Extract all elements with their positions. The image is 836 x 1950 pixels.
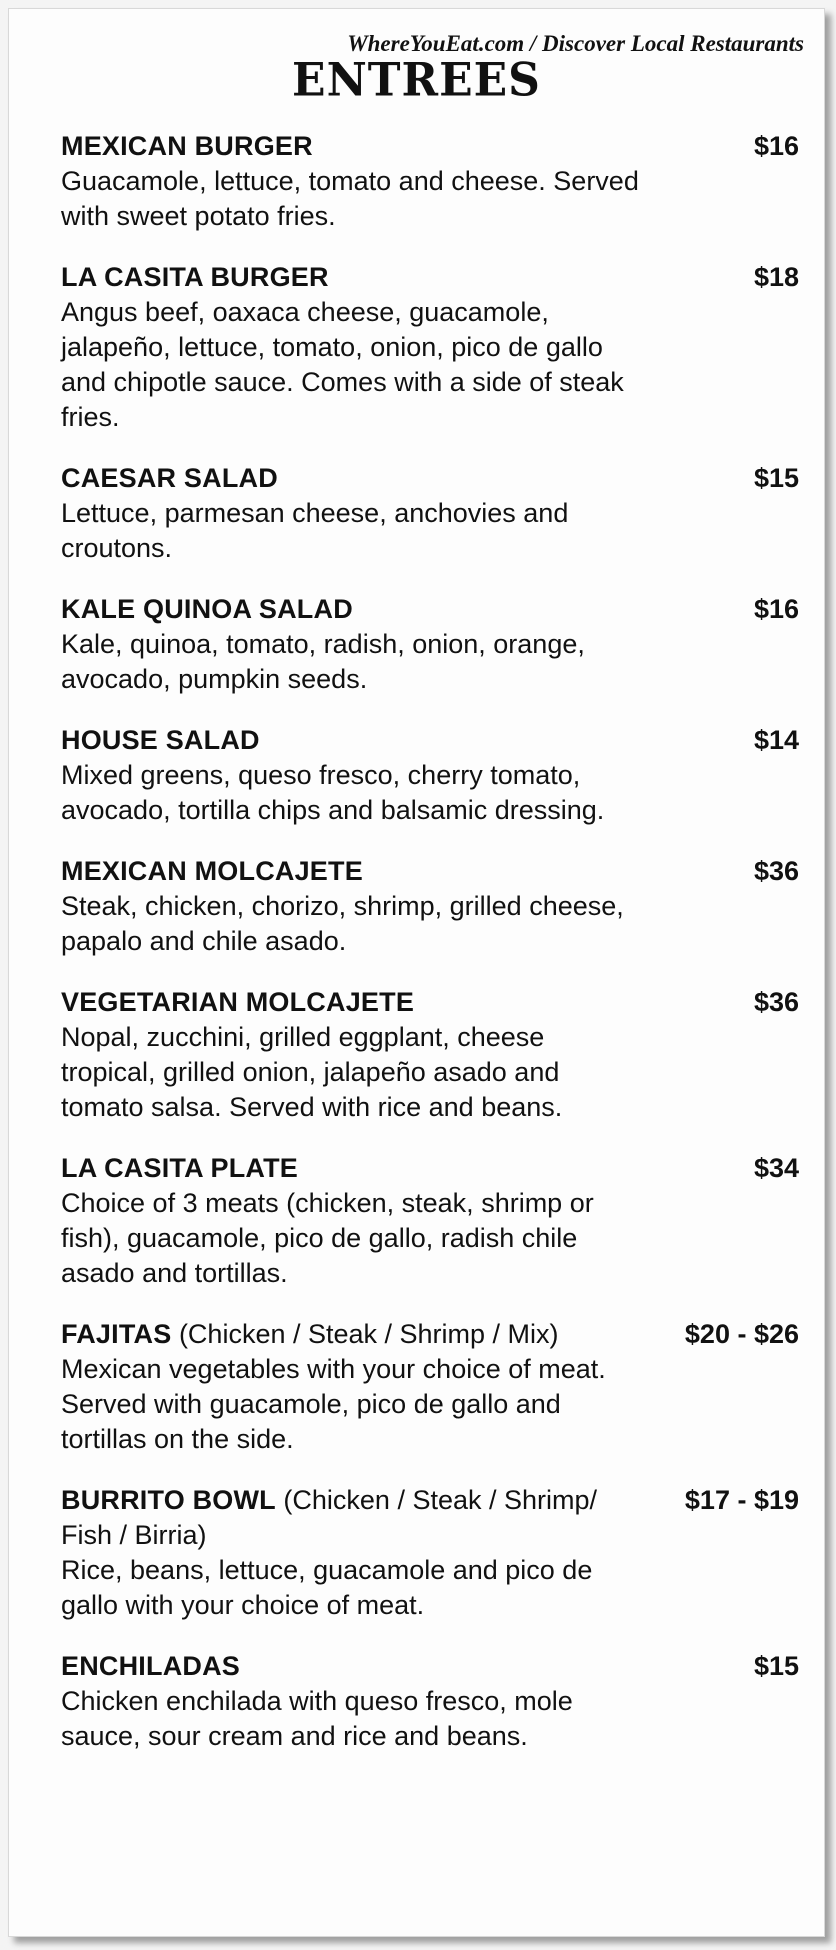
- menu-item-burrito-bowl: [61, 1483, 799, 1623]
- item-price: $36: [753, 856, 799, 886]
- item-price: $16: [753, 594, 799, 624]
- item-price: $18: [753, 262, 799, 292]
- item-name: HOUSE SALAD: [61, 725, 260, 755]
- item-price: $15: [753, 463, 799, 493]
- item-name: MEXICAN BURGER: [61, 131, 313, 161]
- menu-item-mexican-molcajete: [61, 854, 799, 959]
- item-price: $34: [753, 1153, 799, 1183]
- item-name: LA CASITA BURGER: [61, 262, 329, 292]
- item-description: Choice of 3 meats (chicken, steak, shrimp or fish), guacamole, pico de gallo, radish chile asado and tortillas.: [61, 1188, 594, 1288]
- item-description: Angus beef, oaxaca cheese, guacamole, jalapeño, lettuce, tomato, onion, pico de gallo and chipotle sauce. Comes with a side of steak fries.: [61, 297, 624, 432]
- item-description: Steak, chicken, chorizo, shrimp, grilled cheese, papalo and chile asado.: [61, 891, 624, 956]
- item-name: CAESAR SALAD: [61, 463, 278, 493]
- menu-item-la-casita-burger: [61, 260, 799, 435]
- item-description: Rice, beans, lettuce, guacamole and pico de gallo with your choice of meat.: [61, 1555, 593, 1620]
- item-variant: (Chicken / Steak / Shrimp/ Fish / Birria): [61, 1485, 598, 1550]
- item-price: $16: [753, 131, 799, 161]
- item-price: $20 - $26: [684, 1319, 799, 1349]
- menu-item-enchiladas: [61, 1649, 799, 1754]
- menu-item-vegetarian-molcajete: [61, 985, 799, 1125]
- menu-list: [61, 129, 799, 1780]
- item-description: Chicken enchilada with queso fresco, mole sauce, sour cream and rice and beans.: [61, 1686, 573, 1751]
- item-description: Mexican vegetables with your choice of meat. Served with guacamole, pico de gallo and tortillas on the side.: [61, 1354, 606, 1454]
- item-name: FAJITAS: [61, 1319, 172, 1349]
- menu-item-fajitas: [61, 1317, 799, 1457]
- item-description: Lettuce, parmesan cheese, anchovies and croutons.: [61, 498, 569, 563]
- item-description: Guacamole, lettuce, tomato and cheese. Served with sweet potato fries.: [61, 166, 639, 231]
- section-title: ENTREES: [292, 53, 541, 108]
- item-name: VEGETARIAN MOLCAJETE: [61, 987, 415, 1017]
- item-name: LA CASITA PLATE: [61, 1153, 298, 1183]
- menu-item-mexican-burger: [61, 129, 799, 234]
- menu-item-caesar-salad: [61, 461, 799, 566]
- item-price: $17 - $19: [684, 1485, 799, 1515]
- item-name: MEXICAN MOLCAJETE: [61, 856, 363, 886]
- item-price: $36: [753, 987, 799, 1017]
- item-price: $14: [753, 725, 799, 755]
- item-name: KALE QUINOA SALAD: [61, 594, 353, 624]
- menu-page: [8, 8, 825, 1937]
- watermark: WhereYouEat.com / Discover Local Restaurants: [347, 31, 804, 56]
- menu-item-house-salad: [61, 723, 799, 828]
- item-description: Kale, quinoa, tomato, radish, onion, orange, avocado, pumpkin seeds.: [61, 629, 585, 694]
- item-price: $15: [753, 1651, 799, 1681]
- item-description: Nopal, zucchini, grilled eggplant, cheese tropical, grilled onion, jalapeño asado and tomato salsa. Served with rice and beans.: [61, 1022, 563, 1122]
- item-variant: (Chicken / Steak / Shrimp / Mix): [178, 1319, 559, 1349]
- menu-item-la-casita-plate: [61, 1151, 799, 1291]
- item-name: BURRITO BOWL: [61, 1485, 276, 1515]
- menu-item-kale-quinoa-salad: [61, 592, 799, 697]
- item-name: ENCHILADAS: [61, 1651, 241, 1681]
- item-description: Mixed greens, queso fresco, cherry tomato, avocado, tortilla chips and balsamic dressing.: [61, 760, 605, 825]
